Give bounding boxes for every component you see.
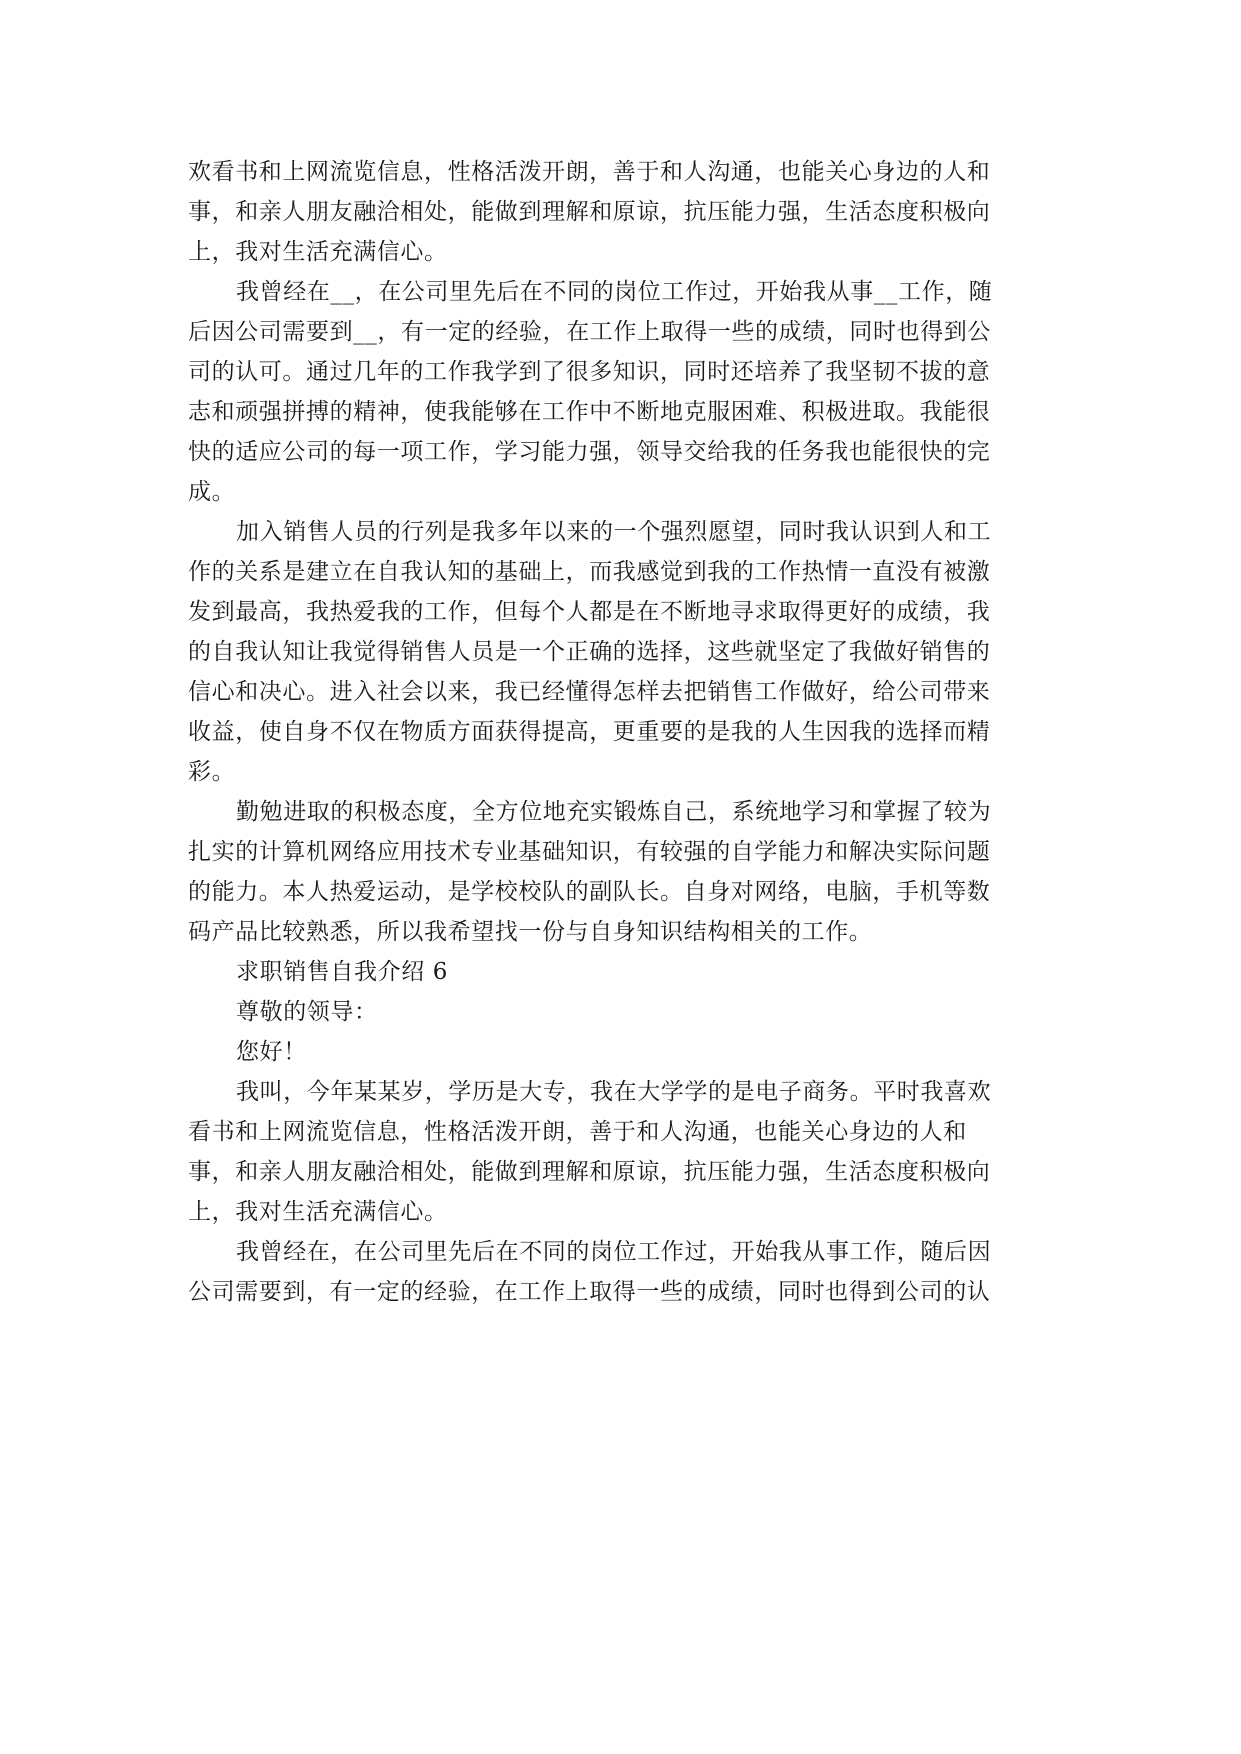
text-line: 成。 bbox=[188, 479, 236, 505]
text-line: 上，我对生活充满信心。 bbox=[188, 1199, 448, 1225]
text-line: 的能力。本人热爱运动，是学校校队的副队长。自身对网络，电脑，手机等数 bbox=[188, 879, 991, 905]
text-line: 事，和亲人朋友融洽相处，能做到理解和原谅，抗压能力强，生活态度积极向 bbox=[188, 199, 991, 225]
text-line: 我曾经在__，在公司里先后在不同的岗位工作过，开始我从事__工作，随 bbox=[236, 279, 993, 305]
text-line: 扎实的计算机网络应用技术专业基础知识，有较强的自学能力和解决实际问题 bbox=[188, 839, 991, 865]
paragraph bbox=[188, 1032, 1040, 1072]
text-line: 作的关系是建立在自我认知的基础上，而我感觉到我的工作热情一直没有被激 bbox=[188, 559, 991, 585]
paragraph bbox=[188, 272, 1040, 512]
text-line: 上，我对生活充满信心。 bbox=[188, 239, 448, 265]
text-line: 我曾经在，在公司里先后在不同的岗位工作过，开始我从事工作，随后因 bbox=[236, 1239, 992, 1265]
text-line: 您好！ bbox=[236, 1039, 307, 1065]
document-body bbox=[188, 152, 1040, 1312]
text-line: 后因公司需要到__，有一定的经验，在工作上取得一些的成绩，同时也得到公 bbox=[188, 319, 991, 345]
text-line: 码产品比较熟悉，所以我希望找一份与自身知识结构相关的工作。 bbox=[188, 919, 873, 945]
text-line: 我叫，今年某某岁，学历是大专，我在大学学的是电子商务。平时我喜欢 bbox=[236, 1079, 992, 1105]
text-line: 事，和亲人朋友融洽相处，能做到理解和原谅，抗压能力强，生活态度积极向 bbox=[188, 1159, 991, 1185]
text-line: 快的适应公司的每一项工作，学习能力强，领导交给我的任务我也能很快的完 bbox=[188, 439, 991, 465]
text-line: 司的认可。通过几年的工作我学到了很多知识，同时还培养了我坚韧不拔的意 bbox=[188, 359, 991, 385]
text-line: 欢看书和上网流览信息，性格活泼开朗，善于和人沟通，也能关心身边的人和 bbox=[188, 159, 991, 185]
text-line: 看书和上网流览信息，性格活泼开朗，善于和人沟通，也能关心身边的人和 bbox=[188, 1119, 967, 1145]
paragraph bbox=[188, 952, 1040, 992]
text-line: 加入销售人员的行列是我多年以来的一个强烈愿望，同时我认识到人和工 bbox=[236, 519, 992, 545]
text-line: 收益，使自身不仅在物质方面获得提高，更重要的是我的人生因我的选择而精 bbox=[188, 719, 991, 745]
paragraph bbox=[188, 1232, 1040, 1312]
paragraph bbox=[188, 992, 1040, 1032]
text-line: 的自我认知让我觉得销售人员是一个正确的选择，这些就坚定了我做好销售的 bbox=[188, 639, 991, 665]
paragraph bbox=[188, 512, 1040, 792]
text-line: 勤勉进取的积极态度，全方位地充实锻炼自己，系统地学习和掌握了较为 bbox=[236, 799, 992, 825]
paragraph bbox=[188, 152, 1040, 272]
text-line: 公司需要到，有一定的经验，在工作上取得一些的成绩，同时也得到公司的认 bbox=[188, 1279, 991, 1305]
text-line: 彩。 bbox=[188, 759, 236, 785]
text-line: 求职销售自我介绍 6 bbox=[236, 959, 448, 985]
text-line: 志和顽强拼搏的精神，使我能够在工作中不断地克服困难、积极进取。我能很 bbox=[188, 399, 991, 425]
text-line: 尊敬的领导： bbox=[236, 999, 378, 1025]
paragraph bbox=[188, 1072, 1040, 1232]
text-line: 信心和决心。进入社会以来，我已经懂得怎样去把销售工作做好，给公司带来 bbox=[188, 679, 991, 705]
text-line: 发到最高，我热爱我的工作，但每个人都是在不断地寻求取得更好的成绩，我 bbox=[188, 599, 991, 625]
paragraph bbox=[188, 792, 1040, 952]
